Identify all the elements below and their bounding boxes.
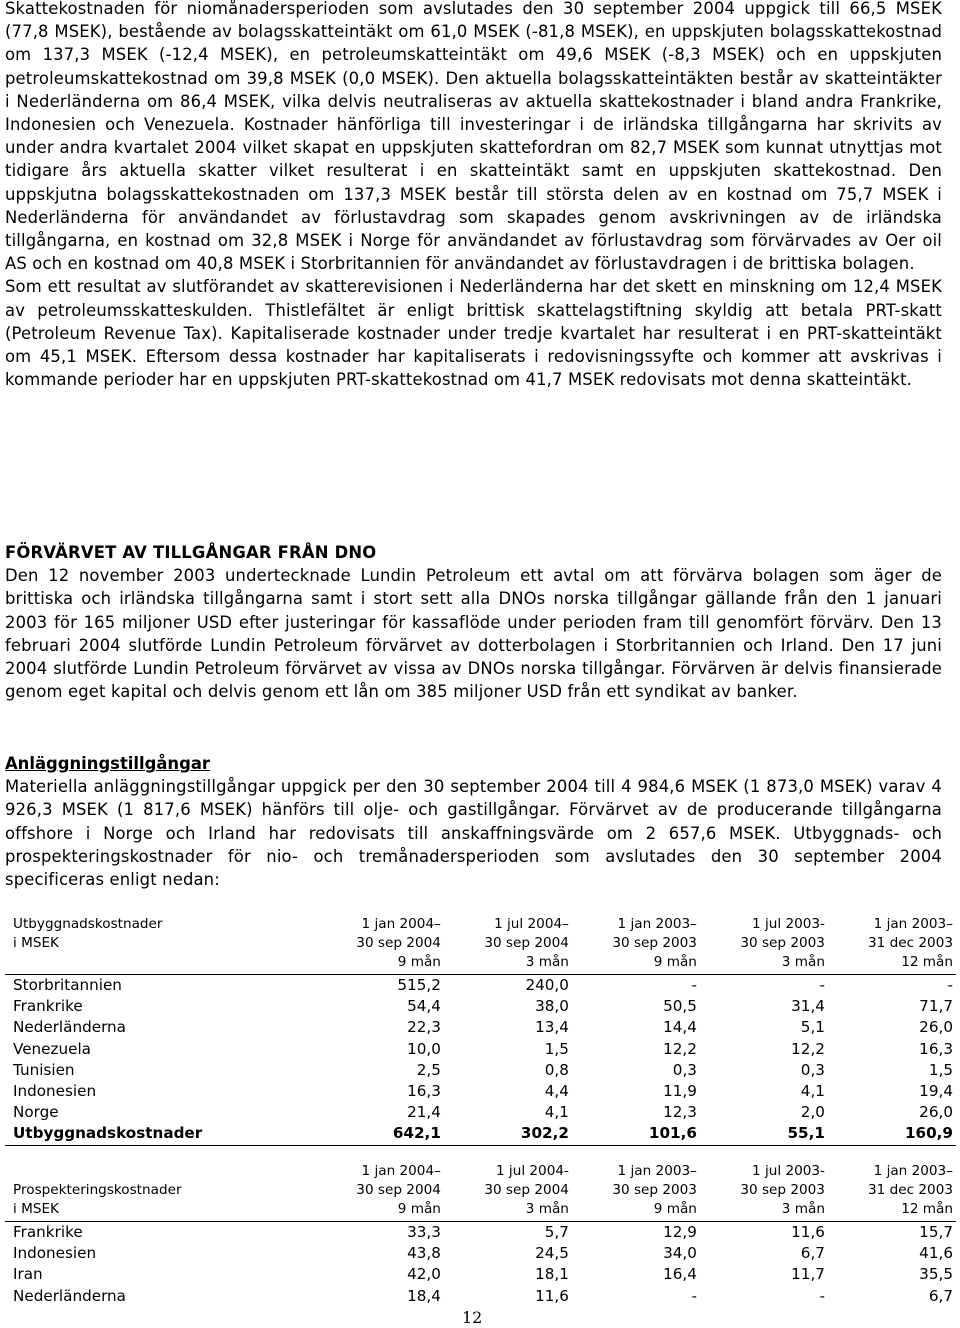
cell-value: 12,9 bbox=[663, 1223, 697, 1241]
cell-value: 2,5 bbox=[416, 1060, 441, 1079]
cell-value: 22,3 bbox=[407, 1018, 441, 1037]
row-label: Indonesien bbox=[13, 1244, 97, 1263]
row-label: Iran bbox=[13, 1265, 43, 1284]
cell-value: 1,5 bbox=[544, 1039, 569, 1058]
column-header: 1 jan 2003– 30 sep 2003 9 mån bbox=[572, 1162, 700, 1222]
cell-value: 54,4 bbox=[407, 997, 441, 1016]
column-header: 1 jul 2004- 30 sep 2004 3 mån bbox=[444, 1162, 572, 1222]
column-header: 1 jan 2003– 31 dec 2003 12 mån bbox=[828, 1162, 956, 1222]
cell-value: 11,6 bbox=[791, 1223, 825, 1241]
column-header: 1 jan 2003– 30 sep 2003 9 mån bbox=[572, 915, 700, 975]
cell-value: 43,8 bbox=[407, 1244, 441, 1263]
assets-paragraph: Materiella anläggningstillgångar uppgick per den 30 september 2004 till 4 984,6 MSEK (1 873,0 MSEK) varav 4 926,3 MSEK (1 817,6 MSEK) hänförs till olje- och gastillgångar. Förvärvet av de producerande tillgångarna offshore i Norge och Irland har redovisats till anskaffningsvärde om 2 657,6 MSEK. Utbyggnads- och prospekteringskostnader för nio- och tremånadersperioden som avslutades den 30 september 2004 specificeras enligt nedan: bbox=[5, 777, 942, 890]
page-number: 12 bbox=[462, 1308, 483, 1327]
cell-value: - bbox=[691, 1286, 697, 1305]
table-header-row bbox=[5, 1162, 956, 1222]
cell-value: - bbox=[819, 976, 825, 994]
column-header: 1 jan 2003– 31 dec 2003 12 mån bbox=[828, 915, 956, 975]
cell-value: 4,1 bbox=[800, 1082, 825, 1101]
table-total-row bbox=[5, 1123, 956, 1145]
table-header-label: Utbyggnadskostnader i MSEK bbox=[5, 915, 316, 975]
assets-section bbox=[5, 752, 942, 891]
table-row bbox=[5, 1264, 956, 1285]
cell-value: - bbox=[819, 1286, 825, 1305]
cell-value: 31,4 bbox=[791, 997, 825, 1016]
cell-value: 0,8 bbox=[544, 1060, 569, 1079]
acquisition-section bbox=[5, 541, 942, 703]
assets-heading: Anläggningstillgångar bbox=[5, 754, 210, 773]
cell-value: 21,4 bbox=[407, 1103, 441, 1122]
cell-value: 26,0 bbox=[919, 1103, 953, 1122]
cell-value: 16,4 bbox=[663, 1265, 697, 1284]
cell-value: 6,7 bbox=[928, 1286, 953, 1305]
table-row bbox=[5, 975, 956, 997]
cell-value: 515,2 bbox=[397, 976, 441, 994]
cell-value: 5,7 bbox=[544, 1223, 569, 1241]
cell-value: 240,0 bbox=[525, 976, 569, 994]
cell-value: 19,4 bbox=[919, 1082, 953, 1101]
table-row bbox=[5, 1102, 956, 1123]
cell-value: 16,3 bbox=[919, 1039, 953, 1058]
table-row bbox=[5, 1039, 956, 1060]
cell-value: 12,3 bbox=[663, 1103, 697, 1122]
tax-paragraph-1: Skattekostnaden för niomånadersperioden som avslutades den 30 september 2004 uppgick till 66,5 MSEK (77,8 MSEK), bestående av bolagsskatteintäkt om 61,0 MSEK (-81,8 MSEK), en uppskjuten bolagsskattekostnad om 137,3 MSEK (-12,4 MSEK), en petroleumskatteintäkt om 49,6 MSEK (-8,3 MSEK) och en uppskjuten petroleumskattekostnad om 39,8 MSEK (0,0 MSEK). Den aktuella bolagsskatteintäkten består av skatteintäkter i Nederländerna om 86,4 MSEK, vilka delvis neutraliseras av aktuella skattekostnader i bland andra Frankrike, Indonesien och Venezuela. Kostnader hänförliga till investeringar i de irländska tillgångarna har skrivits av under andra kvartalet 2004 vilket skapat en uppskjuten skattefordran om 82,7 MSEK som kunnat utnyttjas mot tidigare års aktuella skatter vilket resulterat i en skatteintäkt samt en uppskjuten skattekostnad. Den uppskjutna bolagsskattekostnaden om 137,3 MSEK består till största delen av en kostnad om 75,7 MSEK i Nederländerna för användandet av förlustavdrag som skapades genom avskrivningen av de irländska tillgångarna, en kostnad om 32,8 MSEK i Norge för användandet av förlustavdrag som förvärvades av Oer oil AS och en kostnad om 40,8 MSEK i Storbritannien för användandet av förlustavdragen i de brittiska bolagen. bbox=[5, 0, 942, 274]
development-costs-table-wrap bbox=[5, 915, 956, 1146]
cell-value: 5,1 bbox=[800, 1018, 825, 1037]
row-label: Nederländerna bbox=[13, 1018, 126, 1037]
cell-value: 10,0 bbox=[407, 1039, 441, 1058]
column-header: 1 jul 2003- 30 sep 2003 3 mån bbox=[700, 915, 828, 975]
row-label: Norge bbox=[13, 1103, 59, 1122]
table-row bbox=[5, 1081, 956, 1102]
cell-value: 24,5 bbox=[535, 1244, 569, 1263]
cell-value: 11,6 bbox=[535, 1286, 569, 1305]
development-costs-table bbox=[5, 915, 956, 1146]
cell-value: 0,3 bbox=[800, 1060, 825, 1079]
cell-value: 35,5 bbox=[919, 1265, 953, 1284]
cell-value: 34,0 bbox=[663, 1244, 697, 1263]
cell-value: 14,4 bbox=[663, 1018, 697, 1037]
table-row bbox=[5, 1286, 956, 1307]
column-header: 1 jul 2004– 30 sep 2004 3 mån bbox=[444, 915, 572, 975]
column-header: 1 jan 2004– 30 sep 2004 9 mån bbox=[316, 1162, 444, 1222]
column-header: 1 jan 2004– 30 sep 2004 9 mån bbox=[316, 915, 444, 975]
exploration-costs-table bbox=[5, 1162, 956, 1307]
cell-value: 50,5 bbox=[663, 997, 697, 1016]
cell-value: 18,4 bbox=[407, 1286, 441, 1305]
row-label: Tunisien bbox=[13, 1060, 75, 1079]
cell-value: 2,0 bbox=[800, 1103, 825, 1122]
acquisition-heading: FÖRVÄRVET AV TILLGÅNGAR FRÅN DNO bbox=[5, 543, 377, 562]
table-row bbox=[5, 1243, 956, 1264]
total-value: 302,2 bbox=[444, 1123, 572, 1145]
cell-value: 0,3 bbox=[672, 1060, 697, 1079]
cell-value: 26,0 bbox=[919, 1018, 953, 1037]
total-value: 642,1 bbox=[316, 1123, 444, 1145]
table-header-row bbox=[5, 915, 956, 975]
cell-value: 12,2 bbox=[663, 1039, 697, 1058]
row-label: Frankrike bbox=[13, 1223, 83, 1241]
total-value: 101,6 bbox=[572, 1123, 700, 1145]
tax-paragraph-2: Som ett resultat av slutförandet av skatterevisionen i Nederländerna har det skett en minskning om 12,4 MSEK av petroleumsskatteskulden. Thistlefältet är enligt brittisk skattelagstiftning skyldig att betala PRT-skatt (Petroleum Revenue Tax). Kapitaliserade kostnader under tredje kvartalet har resulterat i en PRT-skatteintäkt om 45,1 MSEK. Eftersom dessa kostnader har kapitaliserats i redovisningssyfte och kommer att avskrivas i kommande perioder har en uppskjuten PRT-skattekostnad om 41,7 MSEK redovisats mot denna skatteintäkt. bbox=[5, 277, 942, 390]
cell-value: 18,1 bbox=[535, 1265, 569, 1284]
cell-value: 4,1 bbox=[544, 1103, 569, 1122]
table-row bbox=[5, 1017, 956, 1038]
total-label: Utbyggnadskostnader bbox=[5, 1123, 316, 1145]
cell-value: 11,9 bbox=[663, 1082, 697, 1101]
row-label: Venezuela bbox=[13, 1039, 91, 1058]
cell-value: 4,4 bbox=[544, 1082, 569, 1101]
acquisition-paragraph: Den 12 november 2003 undertecknade Lundin Petroleum ett avtal om att förvärva bolagen som äger de brittiska och irländska tillgångarna samt i stort sett alla DNOs norska tillgångar gällande från den 1 januari 2003 för 165 miljoner USD efter justeringar för kassaflöde under perioden fram till genomfört förvärv. Den 13 februari 2004 slutförde Lundin Petroleum förvärvet av dotterbolagen i Storbritannien och Irland. Den 17 juni 2004 slutförde Lundin Petroleum förvärvet av vissa av DNOs norska tillgångar. Förvärven är delvis finansierade genom eget kapital och delvis genom ett lån om 385 miljoner USD från ett syndikat av banker. bbox=[5, 566, 942, 702]
row-label: Frankrike bbox=[13, 997, 83, 1016]
table-header-label: Prospekteringskostnader i MSEK bbox=[5, 1162, 316, 1222]
cell-value: 6,7 bbox=[800, 1244, 825, 1263]
cell-value: 41,6 bbox=[919, 1244, 953, 1263]
cell-value: 33,3 bbox=[407, 1223, 441, 1241]
row-label: Nederländerna bbox=[13, 1286, 126, 1305]
cell-value: 15,7 bbox=[919, 1223, 953, 1241]
cell-value: - bbox=[947, 976, 953, 994]
table-row bbox=[5, 1060, 956, 1081]
exploration-costs-table-wrap bbox=[5, 1162, 956, 1307]
cell-value: 42,0 bbox=[407, 1265, 441, 1284]
row-label: Indonesien bbox=[13, 1082, 97, 1101]
column-header: 1 jul 2003- 30 sep 2003 3 mån bbox=[700, 1162, 828, 1222]
cell-value: 16,3 bbox=[407, 1082, 441, 1101]
cell-value: 12,2 bbox=[791, 1039, 825, 1058]
row-label: Storbritannien bbox=[13, 976, 122, 994]
cell-value: 11,7 bbox=[791, 1265, 825, 1284]
cell-value: 1,5 bbox=[928, 1060, 953, 1079]
total-value: 55,1 bbox=[700, 1123, 828, 1145]
cell-value: 38,0 bbox=[535, 997, 569, 1016]
cell-value: 71,7 bbox=[919, 997, 953, 1016]
cell-value: 13,4 bbox=[535, 1018, 569, 1037]
intro-section bbox=[5, 0, 942, 391]
table-row bbox=[5, 1222, 956, 1244]
table-row bbox=[5, 996, 956, 1017]
total-value: 160,9 bbox=[828, 1123, 956, 1145]
cell-value: - bbox=[691, 976, 697, 994]
